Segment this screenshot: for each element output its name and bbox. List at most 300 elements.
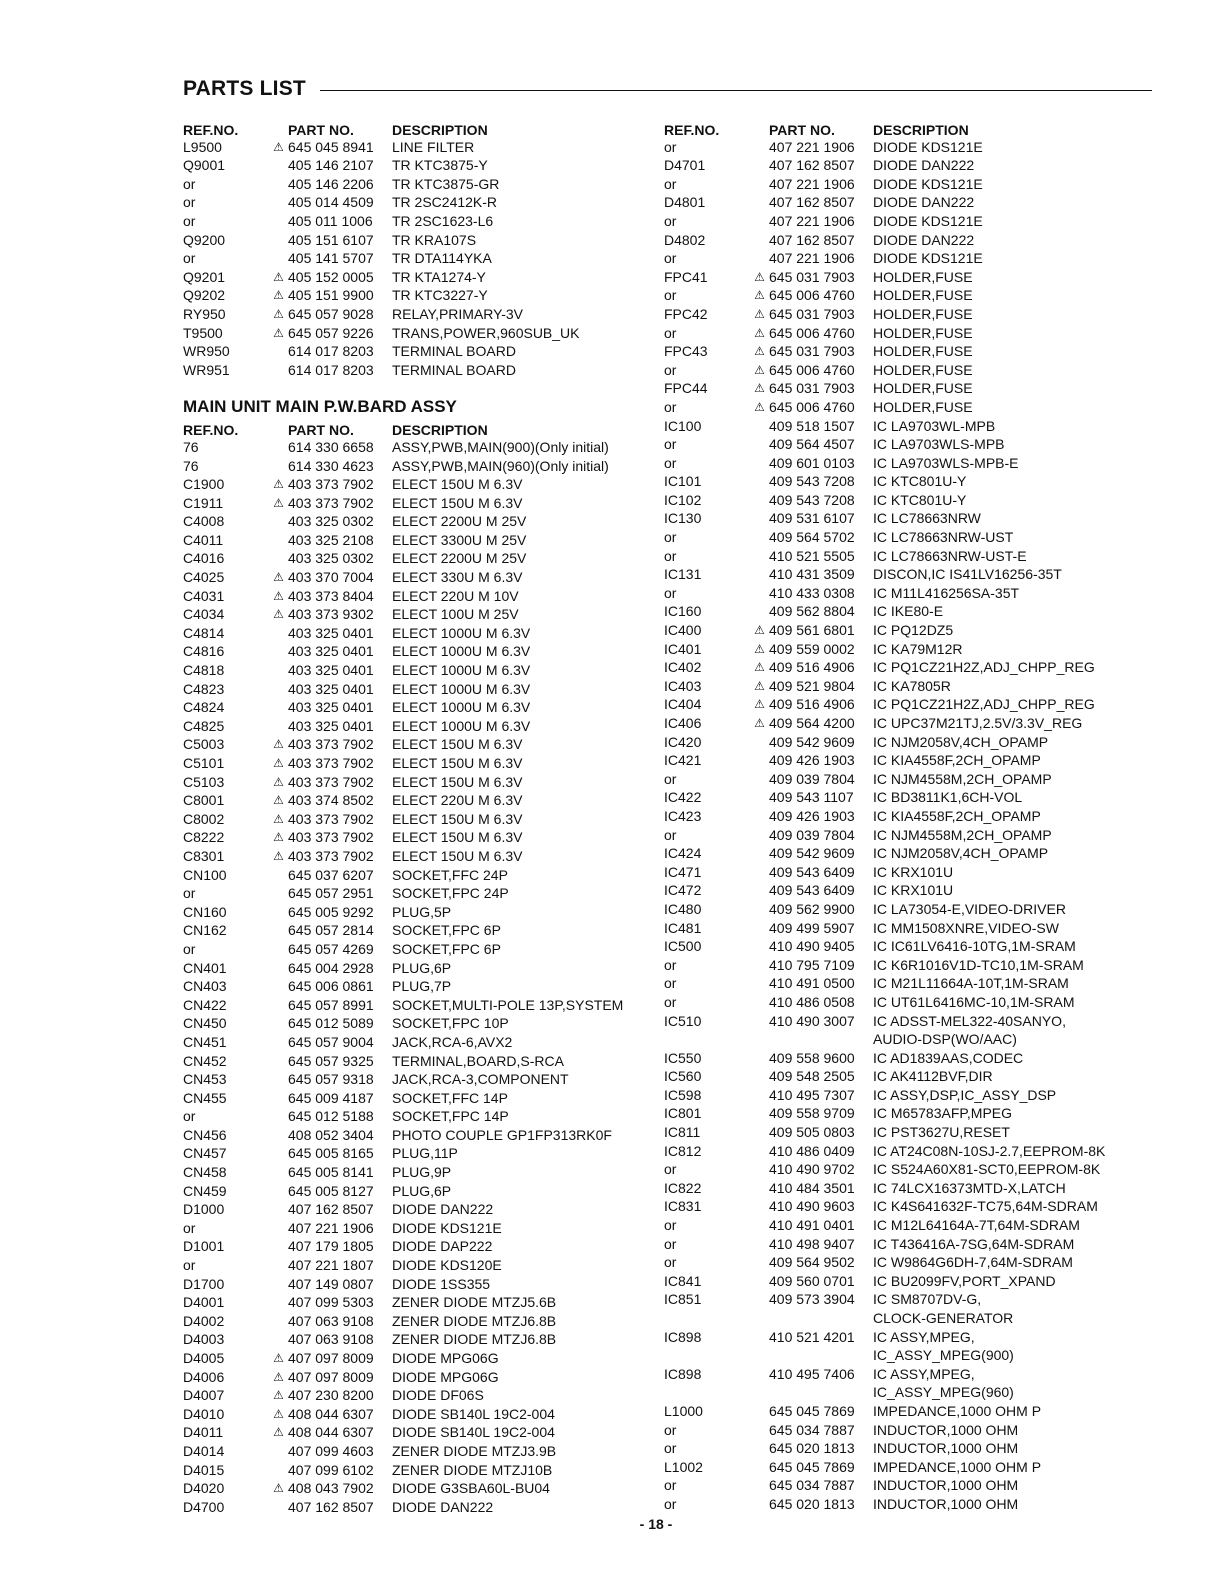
ref-no-cell: D4005 xyxy=(183,1350,225,1366)
part-no-cell: 645 045 7869 xyxy=(769,1402,855,1419)
ref-no-cell: FPC44 xyxy=(664,380,708,397)
description-cell: TERMINAL BOARD xyxy=(392,361,516,378)
ref-no-cell: CN401 xyxy=(183,959,227,976)
safety-warning-icon xyxy=(750,826,769,845)
left-column xyxy=(183,119,663,1516)
ref-no-cell: D4020 xyxy=(183,1480,225,1497)
description-cell: IMPEDANCE,1000 OHM P xyxy=(873,1402,1042,1419)
safety-warning-icon xyxy=(750,881,769,900)
description-cell: IC LA9703WLS-MPB-E xyxy=(873,454,1019,471)
table-row xyxy=(183,457,663,476)
left-header-row xyxy=(183,119,663,138)
ref-no-cell: or xyxy=(664,1217,677,1234)
safety-warning-icon xyxy=(750,491,769,510)
part-no-cell: 645 005 9292 xyxy=(288,903,374,920)
description-cell: IC AT24C08N-10SJ-2.7,EEPROM-8K xyxy=(873,1142,1106,1159)
safety-warning-icon xyxy=(750,1160,769,1179)
ref-no-cell xyxy=(664,1346,750,1365)
part-no-cell: 645 005 8165 xyxy=(288,1145,374,1162)
description-cell: IC LC78663NRW-UST-E xyxy=(873,547,1027,564)
description-cell: PLUG,7P xyxy=(392,978,452,995)
part-no-cell: 409 560 0701 xyxy=(769,1272,855,1289)
description-cell: ZENER DIODE MTZJ6.8B xyxy=(392,1331,557,1348)
part-no-cell: 645 006 0861 xyxy=(288,978,374,995)
ref-no-cell: FPC41 xyxy=(664,268,708,285)
part-no-cell: 645 057 9004 xyxy=(288,1033,374,1050)
description-cell: ELECT 330U M 6.3V xyxy=(392,569,523,586)
page-number: - 18 - xyxy=(639,1516,673,1532)
part-no-cell: 645 012 5188 xyxy=(288,1108,374,1125)
safety-warning-icon: ⚠ xyxy=(273,495,284,510)
safety-warning-icon xyxy=(269,1275,288,1294)
table-row xyxy=(183,1461,663,1480)
ref-no-cell: IC160 xyxy=(664,603,702,620)
ref-no-cell: IC422 xyxy=(664,789,702,806)
description-cell: CLOCK-GENERATOR xyxy=(873,1310,1014,1326)
description-cell: DIODE KDS121E xyxy=(392,1219,502,1236)
safety-warning-icon: ⚠ xyxy=(273,288,284,303)
safety-warning-icon: ⚠ xyxy=(273,588,284,603)
safety-warning-icon xyxy=(269,156,288,175)
ref-no-cell: or xyxy=(664,436,677,453)
table-row xyxy=(183,1442,663,1461)
table-row xyxy=(183,1423,663,1442)
table-row xyxy=(664,1476,1164,1495)
part-no-cell: 403 325 0401 xyxy=(288,624,374,641)
table-row xyxy=(183,996,663,1015)
description-cell: DIODE DAN222 xyxy=(873,157,975,174)
safety-warning-icon xyxy=(750,1104,769,1123)
part-no-cell: 645 009 4187 xyxy=(288,1089,374,1106)
part-no-cell: 410 491 0500 xyxy=(769,975,855,992)
safety-warning-icon: ⚠ xyxy=(273,477,284,492)
description-cell: IC AK4112BVF,DIR xyxy=(873,1068,993,1085)
part-no-cell: 645 006 4760 xyxy=(769,287,855,304)
table-row xyxy=(183,1052,663,1071)
safety-warning-icon: ⚠ xyxy=(273,570,284,585)
safety-warning-icon xyxy=(269,996,288,1015)
safety-warning-icon xyxy=(269,1461,288,1480)
ref-no-cell: IC898 xyxy=(664,1328,702,1345)
description-cell: ELECT 150U M 6.3V xyxy=(392,829,523,846)
table-row xyxy=(183,847,663,866)
description-cell: IC 74LCX16373MTD-X,LATCH xyxy=(873,1179,1066,1196)
safety-warning-icon xyxy=(750,175,769,194)
part-no-cell: 410 490 9702 xyxy=(769,1161,855,1178)
right-column xyxy=(664,119,1164,1514)
safety-warning-icon xyxy=(750,528,769,547)
ref-no-cell: or xyxy=(664,770,677,787)
description-cell: ELECT 1000U M 6.3V xyxy=(392,643,531,660)
ref-no-cell: D4014 xyxy=(183,1442,225,1459)
ref-no-cell: C1900 xyxy=(183,476,225,493)
part-no-cell: 407 221 1906 xyxy=(769,250,855,267)
part-no-cell: 409 521 9804 xyxy=(769,677,855,694)
description-cell: IC IKE80-E xyxy=(873,603,944,620)
part-no-cell xyxy=(769,1030,873,1049)
table-row xyxy=(664,863,1164,882)
safety-warning-icon xyxy=(269,193,288,212)
description-cell: ZENER DIODE MTZJ5.6B xyxy=(392,1294,557,1311)
description-cell: SOCKET,FPC 10P xyxy=(392,1015,509,1032)
part-no-cell: 645 012 5089 xyxy=(288,1015,374,1032)
table-row xyxy=(664,900,1164,919)
part-no-cell: 403 370 7004 xyxy=(288,569,374,586)
description-cell: IC LA9703WLS-MPB xyxy=(873,436,1005,453)
description-cell: IC PQ12DZ5 xyxy=(873,622,954,639)
safety-warning-icon xyxy=(269,940,288,959)
part-no-cell: 407 063 9108 xyxy=(288,1331,374,1348)
part-no-cell: 403 325 0401 xyxy=(288,699,374,716)
ref-no-cell: D1000 xyxy=(183,1201,225,1218)
ref-header: REF.NO. xyxy=(183,421,239,438)
description-cell: ELECT 1000U M 6.3V xyxy=(392,624,531,641)
ref-no-cell: CN453 xyxy=(183,1071,227,1088)
part-no-cell: 410 495 7406 xyxy=(769,1365,855,1382)
description-cell: SOCKET,FFC 14P xyxy=(392,1089,508,1106)
ref-no-cell: FPC43 xyxy=(664,343,708,360)
safety-warning-icon xyxy=(269,1442,288,1461)
safety-warning-icon: ⚠ xyxy=(273,1388,284,1403)
table-row xyxy=(664,1328,1164,1347)
ref-no-cell: or xyxy=(664,1161,677,1178)
description-cell: ELECT 1000U M 6.3V xyxy=(392,717,531,734)
part-no-cell: 409 039 7804 xyxy=(769,826,855,843)
description-cell: PLUG,9P xyxy=(392,1164,452,1181)
description-cell: LINE FILTER xyxy=(392,138,475,155)
table-row xyxy=(183,1275,663,1294)
safety-warning-icon: ⚠ xyxy=(273,139,284,154)
ref-no-cell: or xyxy=(183,250,196,267)
safety-warning-icon xyxy=(269,1256,288,1275)
table-row xyxy=(664,677,1164,696)
description-cell: ASSY,PWB,MAIN(960)(Only initial) xyxy=(392,457,609,474)
safety-warning-icon: ⚠ xyxy=(754,716,765,730)
part-no-cell: 407 063 9108 xyxy=(288,1312,374,1329)
safety-warning-icon: ⚠ xyxy=(754,697,765,712)
safety-warning-icon: ⚠ xyxy=(273,756,284,770)
safety-warning-icon: ⚠ xyxy=(754,381,765,396)
part-no-cell: 410 490 3007 xyxy=(769,1012,855,1029)
table-row xyxy=(664,919,1164,938)
ref-no-cell: or xyxy=(664,1235,677,1252)
safety-warning-icon xyxy=(269,231,288,250)
table-row xyxy=(664,1272,1164,1291)
description-cell: HOLDER,FUSE xyxy=(873,380,973,397)
part-no-cell: 645 034 7887 xyxy=(769,1421,855,1438)
ref-no-cell: IC480 xyxy=(664,900,702,917)
part-no-cell: 645 020 1813 xyxy=(769,1440,855,1457)
ref-no-cell: D4007 xyxy=(183,1387,225,1404)
ref-no-cell: 76 xyxy=(183,457,199,474)
ref-no-cell: CN160 xyxy=(183,903,227,920)
description-cell: IMPEDANCE,1000 OHM P xyxy=(873,1458,1042,1475)
safety-warning-icon xyxy=(750,602,769,621)
ref-header: REF.NO. xyxy=(183,121,239,138)
safety-warning-icon xyxy=(269,1200,288,1219)
section-header-row xyxy=(183,419,663,438)
part-no-cell: 409 561 6801 xyxy=(769,622,855,639)
table-row xyxy=(183,1144,663,1163)
part-no-cell: 409 564 4200 xyxy=(769,715,855,731)
part-no-cell: 409 531 6107 xyxy=(769,510,855,527)
ref-no-cell: CN455 xyxy=(183,1089,227,1106)
table-row xyxy=(664,435,1164,454)
description-cell: SOCKET,FPC 14P xyxy=(392,1108,509,1125)
description-cell: DIODE DAP222 xyxy=(392,1238,493,1255)
description-cell: DIODE KDS121E xyxy=(873,175,983,192)
table-row xyxy=(664,1253,1164,1272)
safety-warning-icon: ⚠ xyxy=(754,362,765,377)
description-cell: IC KRX101U xyxy=(873,863,954,880)
description-cell: IC UT61L6416MC-10,1M-SRAM xyxy=(873,993,1075,1010)
safety-warning-icon xyxy=(750,1142,769,1161)
ref-no-cell: CN456 xyxy=(183,1126,227,1143)
table-row xyxy=(664,212,1164,231)
description-cell: SOCKET,MULTI-POLE 13P,SYSTEM xyxy=(392,996,624,1013)
part-no-cell: 410 486 0508 xyxy=(769,993,855,1010)
ref-no-cell: D4001 xyxy=(183,1294,225,1311)
ref-no-cell: CN422 xyxy=(183,996,227,1013)
ref-no-cell: or xyxy=(183,194,196,211)
description-cell: ELECT 2200U M 25V xyxy=(392,513,527,530)
ref-no-cell: D4015 xyxy=(183,1461,225,1478)
table-row xyxy=(183,754,663,773)
ref-no-cell: or xyxy=(664,138,677,155)
description-cell: IC NJM4558M,2CH_OPAMP xyxy=(873,770,1052,787)
ref-header: REF.NO. xyxy=(664,121,720,138)
ref-no-cell: or xyxy=(183,175,196,192)
ref-no-cell: CN452 xyxy=(183,1052,227,1069)
part-no-cell: 403 325 0401 xyxy=(288,643,374,660)
part-no-cell: 409 564 4507 xyxy=(769,436,855,453)
table-row xyxy=(183,940,663,959)
description-cell: DIODE DAN222 xyxy=(873,231,975,248)
safety-warning-icon xyxy=(750,974,769,993)
table-row xyxy=(664,491,1164,510)
description-cell: IC ASSY,DSP,IC_ASSY_DSP xyxy=(873,1086,1057,1103)
safety-warning-icon xyxy=(269,1052,288,1071)
part-no-cell: 645 031 7903 xyxy=(769,268,855,285)
part-no-cell: 645 057 8991 xyxy=(288,996,374,1013)
ref-no-cell: CN457 xyxy=(183,1145,227,1162)
table-row xyxy=(664,565,1164,584)
safety-warning-icon: ⚠ xyxy=(273,1351,284,1365)
safety-warning-icon: ⚠ xyxy=(754,641,765,656)
table-row xyxy=(183,977,663,996)
part-no-cell: 614 330 4623 xyxy=(288,457,374,474)
ref-no-cell: D4003 xyxy=(183,1331,225,1348)
safety-warning-icon xyxy=(750,565,769,584)
table-row xyxy=(183,661,663,680)
ref-no-cell: IC100 xyxy=(664,417,702,434)
table-row xyxy=(183,138,663,157)
table-row xyxy=(664,509,1164,528)
part-no-cell: 407 179 1805 xyxy=(288,1238,374,1255)
safety-warning-icon: ⚠ xyxy=(273,774,284,789)
part-no-cell: 645 037 6207 xyxy=(288,866,374,883)
table-row xyxy=(183,680,663,699)
ref-no-cell: or xyxy=(183,885,196,902)
safety-warning-icon: ⚠ xyxy=(754,623,765,638)
part-no-cell: 409 516 4906 xyxy=(769,659,855,676)
table-row xyxy=(183,791,663,810)
table-row xyxy=(664,733,1164,752)
safety-warning-icon xyxy=(750,733,769,752)
table-row xyxy=(183,605,663,624)
ref-no-cell: or xyxy=(664,993,677,1010)
description-cell: IC NJM4558M,2CH_OPAMP xyxy=(873,826,1052,843)
ref-no-cell: C4025 xyxy=(183,569,225,586)
table-row xyxy=(183,324,663,343)
part-no-cell: 403 373 7902 xyxy=(288,810,374,827)
ref-no-cell: or xyxy=(664,975,677,992)
safety-warning-icon xyxy=(750,1458,769,1477)
ref-no-cell: or xyxy=(664,1495,677,1512)
description-cell: IC T436416A-7SG,64M-SDRAM xyxy=(873,1235,1075,1252)
part-no-cell: 645 057 2814 xyxy=(288,922,374,939)
description-cell: IC KTC801U-Y xyxy=(873,491,967,508)
ref-no-cell: L1002 xyxy=(664,1458,703,1475)
table-row xyxy=(664,324,1164,343)
description-cell: ELECT 1000U M 6.3V xyxy=(392,680,531,697)
part-no-cell: 403 325 0401 xyxy=(288,662,374,679)
description-cell: IC UPC37M21TJ,2.5V/3.3V_REG xyxy=(873,715,1083,731)
description-cell: DIODE DF06S xyxy=(392,1387,484,1404)
right-list xyxy=(664,138,1164,1514)
safety-warning-icon xyxy=(750,863,769,882)
table-row xyxy=(664,826,1164,845)
ref-no-cell: D4010 xyxy=(183,1405,225,1422)
part-no-cell: 645 031 7903 xyxy=(769,305,855,322)
table-row xyxy=(183,1070,663,1089)
description-cell: PHOTO COUPLE GP1FP313RK0F xyxy=(392,1126,612,1143)
ref-no-cell: D4701 xyxy=(664,157,706,174)
table-row xyxy=(664,398,1164,417)
part-no-cell: 410 795 7109 xyxy=(769,956,855,973)
ref-no-cell: or xyxy=(664,826,677,843)
table-row xyxy=(183,959,663,978)
ref-no-cell: RY950 xyxy=(183,305,226,322)
part-no-cell: 409 543 7208 xyxy=(769,473,855,490)
part-no-cell: 409 564 5702 xyxy=(769,529,855,546)
part-no-cell: 645 006 4760 xyxy=(769,398,855,415)
part-no-cell: 407 099 5303 xyxy=(288,1294,374,1311)
right-header-row xyxy=(664,119,1164,138)
safety-warning-icon xyxy=(750,1421,769,1440)
safety-warning-icon xyxy=(750,193,769,212)
ref-no-cell: IC421 xyxy=(664,752,702,769)
description-cell: DIODE MPG06G xyxy=(392,1368,499,1385)
table-row xyxy=(183,549,663,568)
safety-warning-icon xyxy=(750,807,769,826)
description-cell: JACK,RCA-3,COMPONENT xyxy=(392,1071,569,1088)
description-cell: PLUG,6P xyxy=(392,1182,452,1199)
part-no-cell: 403 373 7902 xyxy=(288,494,374,511)
safety-warning-icon xyxy=(750,751,769,770)
table-row xyxy=(183,1405,663,1424)
desc-header: DESCRIPTION xyxy=(392,121,488,138)
ref-no-cell: IC424 xyxy=(664,845,702,862)
description-cell: TR KTC3875-Y xyxy=(392,157,488,174)
safety-warning-icon xyxy=(269,642,288,661)
description-cell: DIODE 1SS355 xyxy=(392,1275,491,1292)
ref-no-cell xyxy=(664,1309,750,1328)
ref-no-cell: or xyxy=(183,1257,196,1274)
safety-warning-icon xyxy=(750,844,769,863)
part-no-cell: 407 221 1807 xyxy=(288,1257,374,1274)
table-row xyxy=(664,770,1164,789)
safety-warning-icon xyxy=(750,1272,769,1291)
part-no-cell: 403 325 0401 xyxy=(288,717,374,734)
ref-no-cell: IC510 xyxy=(664,1012,702,1029)
description-cell: ELECT 1000U M 6.3V xyxy=(392,662,531,679)
description-cell: ZENER DIODE MTZJ3.9B xyxy=(392,1442,557,1459)
part-no-cell: 410 495 7307 xyxy=(769,1086,855,1103)
part-no-cell: 403 373 9302 xyxy=(288,606,374,623)
ref-no-cell: D4002 xyxy=(183,1312,225,1329)
part-no-cell: 409 516 4906 xyxy=(769,696,855,713)
table-row xyxy=(664,956,1164,975)
table-row xyxy=(183,624,663,643)
description-cell: IC M65783AFP,MPEG xyxy=(873,1105,1013,1122)
ref-no-cell: IC101 xyxy=(664,473,702,490)
section-title: MAIN UNIT MAIN P.W.BARD ASSY xyxy=(183,397,457,417)
ref-no-cell: FPC42 xyxy=(664,305,708,322)
table-row xyxy=(183,531,663,550)
description-cell: IC W9864G6DH-7,64M-SDRAM xyxy=(873,1254,1073,1271)
part-no-cell: 645 057 9325 xyxy=(288,1052,374,1069)
description-cell: IC K6R1016V1D-TC10,1M-SRAM xyxy=(873,956,1084,973)
ref-no-cell: L9500 xyxy=(183,138,222,155)
description-cell: ELECT 2200U M 25V xyxy=(392,550,527,567)
ref-no-cell: IC822 xyxy=(664,1179,702,1196)
description-cell: IC MM1508XNRE,VIDEO-SW xyxy=(873,919,1059,936)
ref-no-cell: IC400 xyxy=(664,622,702,639)
safety-warning-icon xyxy=(269,1014,288,1033)
part-no-cell: 403 325 0401 xyxy=(288,680,374,697)
description-cell: HOLDER,FUSE xyxy=(873,343,973,360)
safety-warning-icon xyxy=(269,342,288,361)
safety-warning-icon xyxy=(750,138,769,157)
safety-warning-icon xyxy=(269,959,288,978)
ref-no-cell: D4802 xyxy=(664,231,706,248)
description-cell: DIODE MPG06G xyxy=(392,1350,499,1366)
part-no-cell xyxy=(769,1346,873,1365)
part-no-cell: 409 562 9900 xyxy=(769,900,855,917)
ref-no-cell: or xyxy=(664,1477,677,1494)
table-row xyxy=(183,866,663,885)
table-row xyxy=(664,156,1164,175)
description-cell: ELECT 220U M 6.3V xyxy=(392,792,523,809)
safety-warning-icon xyxy=(269,1312,288,1331)
safety-warning-icon: ⚠ xyxy=(273,607,284,622)
safety-warning-icon xyxy=(750,417,769,436)
table-row xyxy=(183,903,663,922)
ref-no-cell: or xyxy=(664,324,677,341)
safety-warning-icon xyxy=(269,1163,288,1182)
table-row xyxy=(183,1033,663,1052)
part-no-cell: 410 498 9407 xyxy=(769,1235,855,1252)
part-no-cell: 410 486 0409 xyxy=(769,1142,855,1159)
ref-no-cell: D1700 xyxy=(183,1275,225,1292)
part-no-cell: 645 005 8127 xyxy=(288,1182,374,1199)
description-cell: IC S524A60X81-SCT0,EEPROM-8K xyxy=(873,1161,1101,1178)
description-cell: ZENER DIODE MTZJ10B xyxy=(392,1461,553,1478)
safety-warning-icon xyxy=(269,1033,288,1052)
table-row xyxy=(183,286,663,305)
description-cell: IC LA73054-E,VIDEO-DRIVER xyxy=(873,900,1066,917)
